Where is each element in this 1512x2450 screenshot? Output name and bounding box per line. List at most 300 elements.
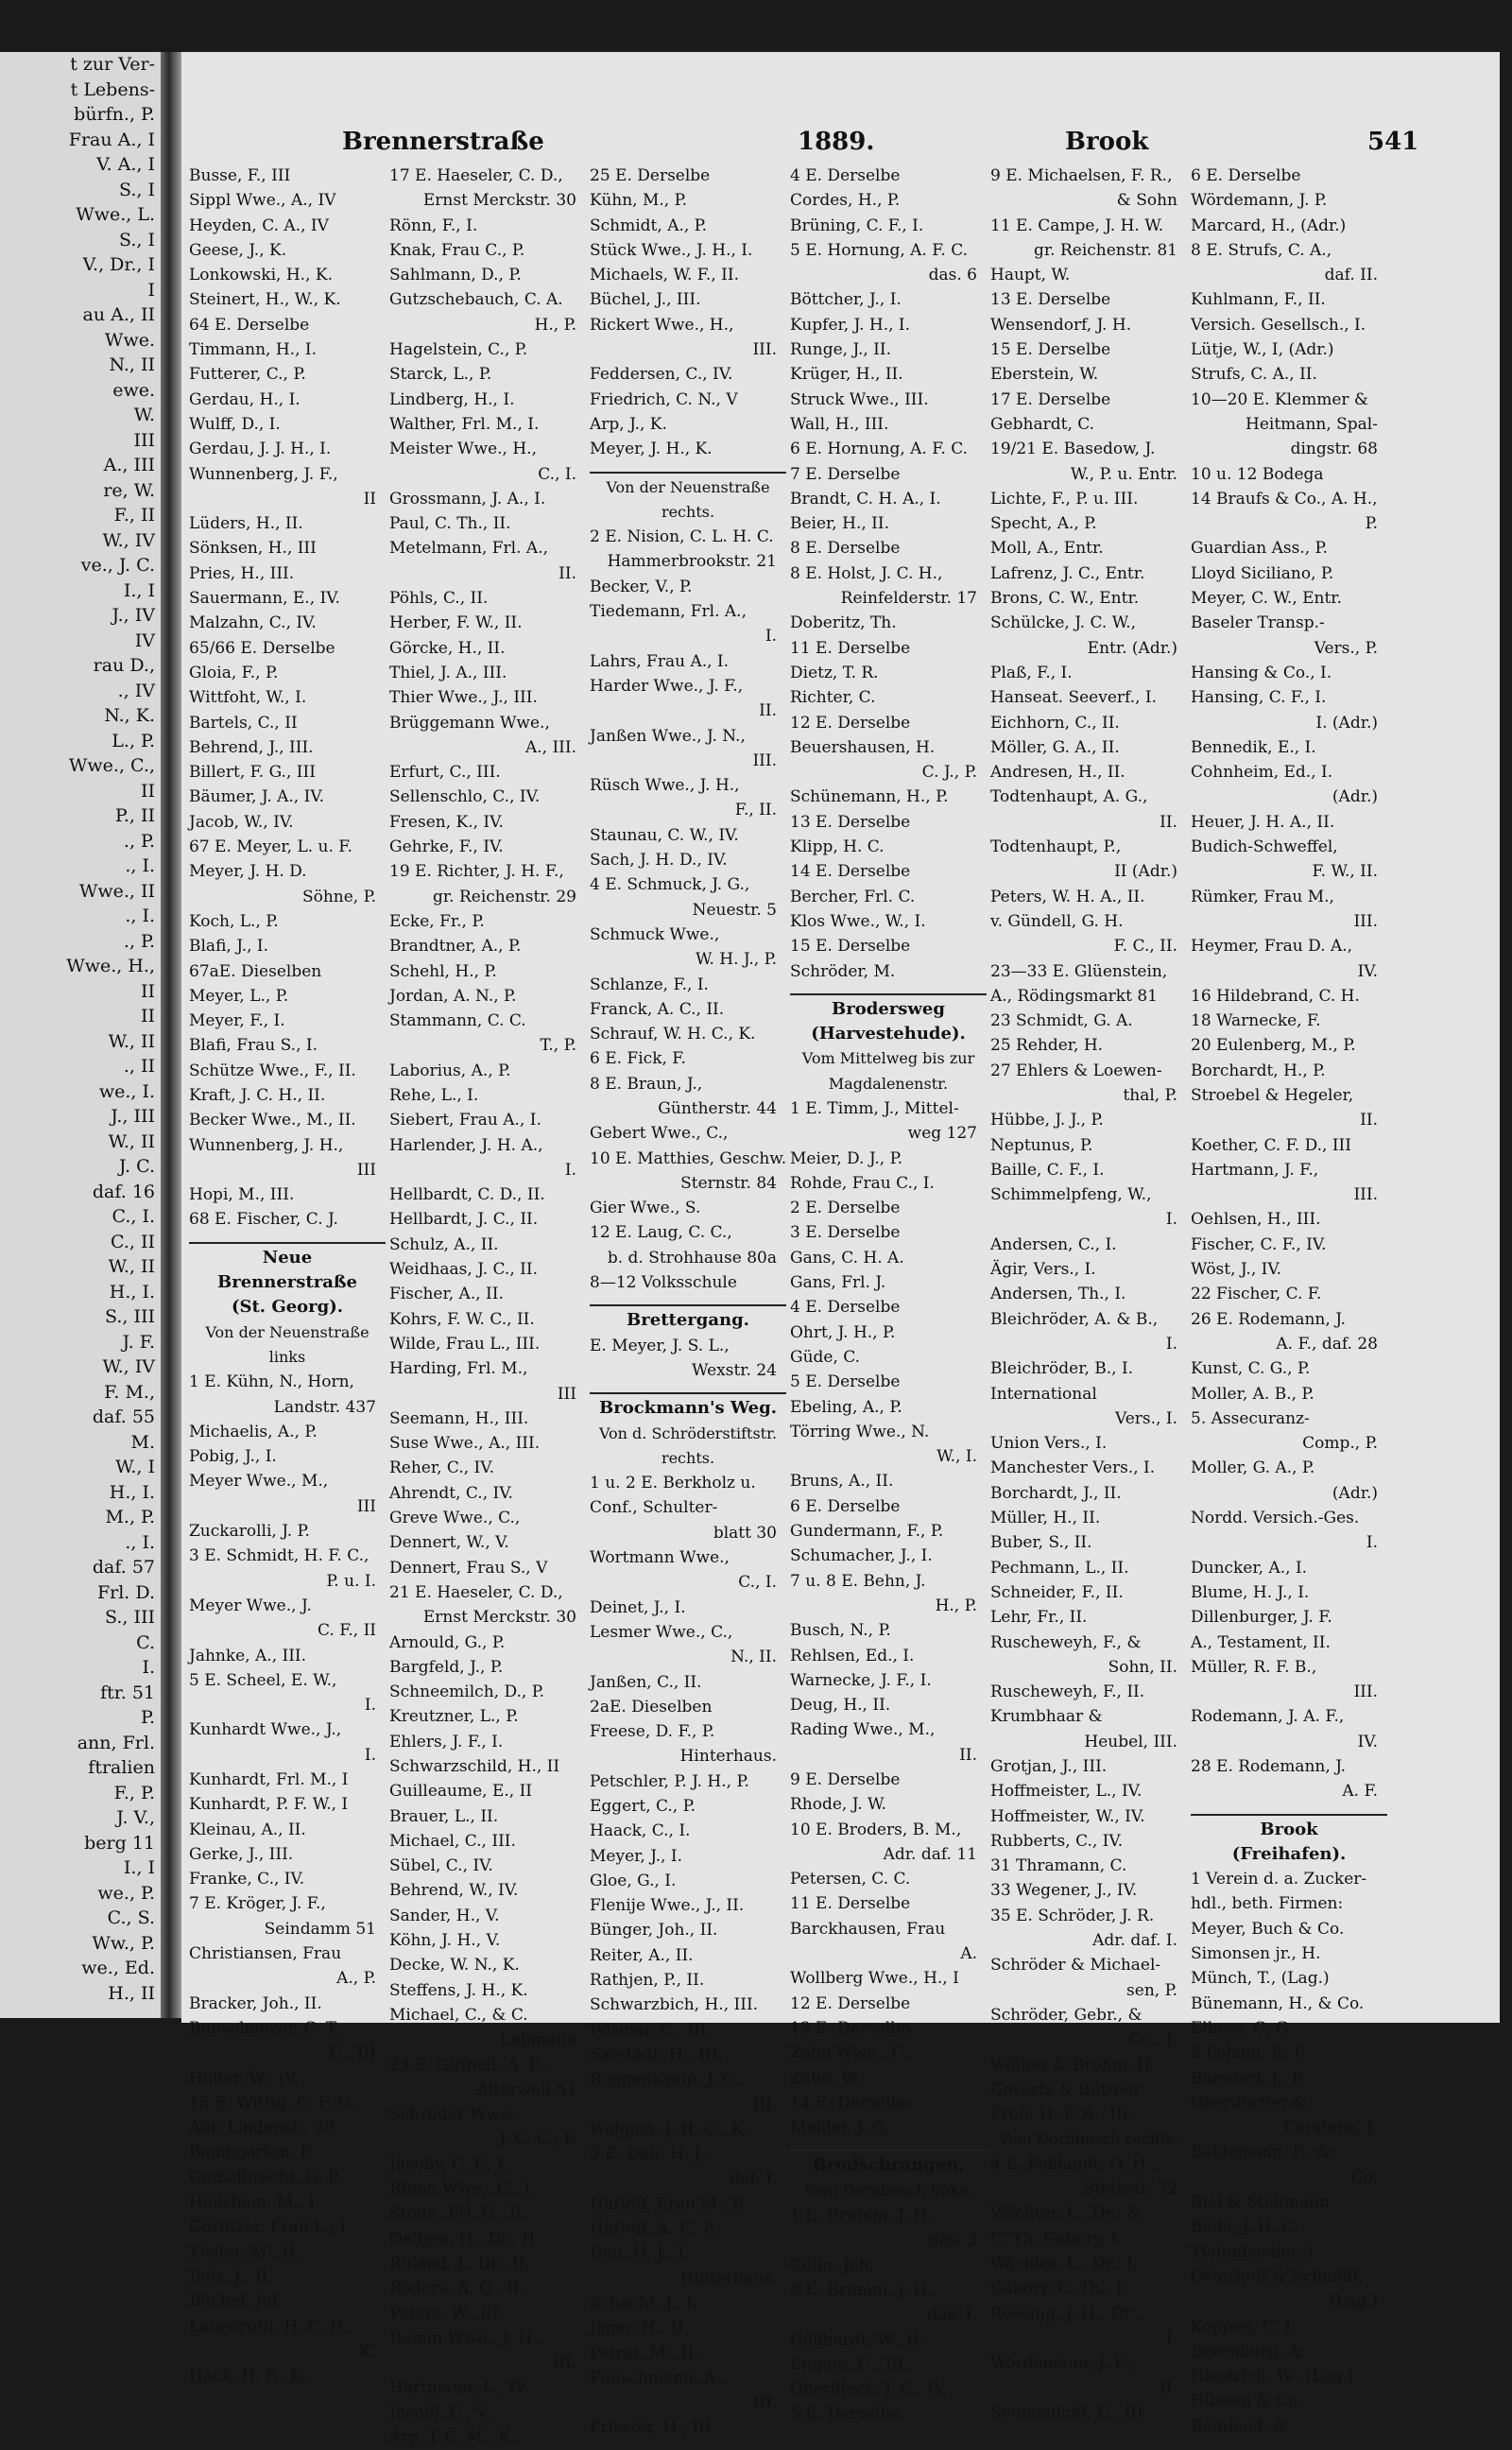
directory-entry: Meister Wwe., H.,: [389, 440, 537, 459]
directory-entry: Bruns, A., II.: [790, 1472, 894, 1492]
prev-page-line: V., Dr., I: [82, 254, 155, 275]
directory-entry: 11 E. Derselbe: [790, 638, 911, 658]
directory-entry: Union Vers., I.: [990, 1434, 1108, 1454]
directory-entry: Oberdörffer &: [1191, 2093, 1308, 2113]
directory-entry: Zuckarolli, J. P.: [189, 1522, 310, 1542]
directory-entry: daf. I.: [730, 2169, 777, 2189]
directory-entry: Schlanze, F., I.: [590, 975, 709, 994]
directory-entry: Manchester Vers., I.: [990, 1458, 1156, 1478]
prev-page-line: ftralien: [88, 1757, 155, 1778]
directory-entry: I.: [1165, 1334, 1177, 1354]
directory-entry: Meyer, C. W., Entr.: [1191, 589, 1342, 609]
directory-entry: P. u. I.: [326, 1571, 376, 1591]
directory-entry: 3 E. Schmidt, H. F. C.,: [189, 1546, 369, 1566]
prev-page-line: J. V.,: [116, 1807, 155, 1828]
directory-entry: 7 E. Kröger, J. F.,: [189, 1894, 326, 1914]
directory-entry: 12 E. Derselbe: [790, 1993, 911, 2013]
directory-entry: Steinert, H., W., K.: [189, 290, 341, 310]
prev-page-line: W., IV: [102, 529, 155, 551]
directory-entry: Meyer, F., I.: [189, 1011, 285, 1031]
directory-entry: I.: [364, 1696, 376, 1716]
directory-entry: Röders, A. G., II.: [389, 2279, 524, 2299]
directory-entry: II.: [959, 1745, 977, 1765]
directory-entry: 6 E. Fick, F.: [590, 1049, 686, 1069]
directory-entry: Jordan, A. N., P.: [389, 986, 517, 1006]
directory-entry: Futterer, C., P.: [189, 365, 306, 385]
directory-entry: Lesmer Wwe., C.,: [590, 1622, 733, 1642]
directory-entry: Meier, D. J., P.: [790, 1148, 902, 1168]
directory-entry: Berenburg, A.: [1191, 2341, 1306, 2361]
directory-entry: Friedrich, C. N., V: [590, 389, 738, 409]
directory-entry: Vers., I.: [1115, 1408, 1177, 1428]
prev-page-line: Ww., P.: [92, 1932, 155, 1954]
directory-entry: Harloff, Frau M., P.: [590, 2194, 746, 2214]
directory-entry: Blafi, Frau S., I.: [189, 1036, 318, 1056]
page-header: [181, 128, 1500, 165]
directory-entry: Gabory, C. Th., I.: [990, 2279, 1127, 2299]
directory-entry: Guardian Ass., P.: [1191, 539, 1328, 559]
prev-page-line: J., IV: [112, 605, 155, 626]
directory-entry: Sellenschlo, C., IV.: [389, 787, 541, 807]
prev-page-line: rau D.,: [93, 655, 155, 676]
directory-entry: Bargfeld, J., P.: [389, 1657, 504, 1677]
directory-entry: Plaß, F., I.: [990, 663, 1073, 682]
directory-entry: Hinterhaus.: [679, 2269, 777, 2288]
directory-entry: C. Th. Gabory, I.: [990, 2229, 1123, 2249]
directory-entry: Arp, J. C. M., K.: [389, 2428, 516, 2448]
directory-entry: Gutzschebauch, C. A.: [389, 290, 563, 310]
directory-entry: Törring Wwe., N.: [790, 1422, 930, 1441]
directory-entry: C., III: [330, 2044, 376, 2063]
directory-entry: dingstr. 68: [1290, 440, 1378, 459]
directory-entry: W. H. J., P.: [695, 950, 777, 970]
directory-entry: Meyer, J. H. D.: [189, 862, 307, 882]
directory-entry: Struck Wwe., III.: [790, 389, 929, 409]
directory-entry: Lauenroth, H. C. D.,: [189, 2317, 353, 2337]
prev-page-line: F., P.: [113, 1782, 155, 1803]
directory-entry: 12 E. Laug, C. C.,: [590, 1223, 732, 1243]
directory-entry: Helfer, W., IV.: [189, 2068, 299, 2088]
directory-entry: Freese, D. F., P.: [590, 1722, 715, 1742]
prev-page-line: re, W.: [103, 479, 155, 501]
directory-entry: F., II.: [734, 801, 777, 820]
directory-entry: Güde, C.: [790, 1347, 861, 1367]
directory-entry: III.: [1353, 1682, 1378, 1702]
directory-entry: III.: [552, 2354, 576, 2373]
directory-entry: Ägir, Vers., I.: [990, 1260, 1096, 1280]
directory-entry: Brauer, L., II.: [389, 1806, 499, 1826]
directory-entry: I.: [1165, 1210, 1177, 1230]
directory-entry: Kreutzner, L., P.: [389, 1707, 519, 1727]
directory-entry: Tiefenbacher, J.: [1191, 2242, 1317, 2262]
directory-entry: Gehrke, F., IV.: [389, 837, 504, 857]
directory-entry: Schütze Wwe., F., II.: [189, 1061, 356, 1080]
directory-entry: Schneider, F., II.: [990, 1582, 1124, 1602]
directory-entry: Görlitzer, Frau L., I.: [189, 2217, 352, 2237]
directory-entry: Schneemilch, D., P.: [389, 1682, 545, 1702]
directory-entry: Wöst, J., IV.: [1191, 1260, 1282, 1280]
directory-column-1: [189, 164, 386, 2389]
directory-entry: Kunhardt Wwe., J.,: [189, 1720, 342, 1740]
directory-entry: P.: [1365, 514, 1378, 534]
directory-entry: III.: [752, 751, 777, 770]
prev-page-line: t Lebens-: [70, 78, 155, 100]
directory-entry: Adr. daf. 11: [883, 1844, 977, 1864]
directory-entry: 10 u. 12 Bodega: [1191, 464, 1324, 484]
directory-entry: Busse, F., III: [189, 166, 291, 185]
section-divider: [790, 2140, 987, 2151]
directory-entry: Wexstr. 24: [692, 1360, 777, 1380]
directory-entry: III.: [1353, 911, 1378, 931]
directory-entry: Schröder & Michael-: [990, 1956, 1161, 1976]
directory-entry: Andersen, C., I.: [990, 1234, 1117, 1254]
directory-column-3: [590, 164, 786, 2441]
directory-entry: Klos Wwe., W., I.: [790, 911, 926, 931]
directory-entry: Bleichröder, A. & B.,: [990, 1309, 1159, 1329]
prev-page-line: V. A., I: [96, 154, 155, 175]
prev-page-line: daf. 16: [92, 1181, 155, 1202]
directory-entry: Budich-Schweffel,: [1191, 837, 1338, 857]
header-left-title: Brennerstraße: [342, 128, 544, 156]
directory-entry: weg 127: [907, 1124, 977, 1144]
prev-page-line: S., I: [119, 179, 155, 200]
directory-entry: Brandt, C. H. A., I.: [790, 489, 941, 509]
directory-entry: Schwarzbich, H., III.: [590, 1995, 759, 2015]
directory-entry: Janßen, C., II.: [590, 1672, 702, 1692]
directory-entry: 5 E. Scheel, E. W.,: [189, 1670, 337, 1690]
directory-entry: Dietz, T. R.: [790, 663, 879, 682]
prev-page-line: bürfn., P.: [74, 104, 155, 125]
section-divider: [590, 462, 786, 474]
directory-entry: Hagelstein, C., P.: [389, 340, 528, 360]
directory-entry: Lichte, F., P. u. III.: [990, 489, 1139, 509]
street-direction-note: links: [268, 1347, 306, 1366]
street-direction-note: Vom Dornbusch links.: [804, 2181, 972, 2200]
directory-entry: Kunst, C. G., P.: [1191, 1359, 1311, 1379]
directory-entry: III.: [752, 2095, 777, 2114]
directory-entry: Osterhoff & Schmidt,: [1191, 2267, 1365, 2286]
directory-entry: Schehl, H., P.: [389, 961, 497, 981]
directory-entry: 10—20 E. Klemmer &: [1191, 389, 1369, 409]
prev-page-line: we., P.: [97, 1882, 155, 1904]
directory-entry: A., Rödingsmarkt 81: [990, 986, 1158, 1006]
prev-page-line: ., IV: [117, 680, 155, 701]
directory-column-6: [1191, 164, 1387, 2439]
directory-entry: A., Testament, II.: [1191, 1632, 1331, 1652]
directory-entry: Lloyd Siciliano, P.: [1191, 563, 1334, 583]
directory-entry: Harloff, A. F., P.: [590, 2219, 715, 2239]
prev-page-line: I., I: [123, 579, 155, 601]
directory-entry: Rehe, L., I.: [389, 1085, 479, 1105]
directory-entry: Schwarzschild, H., II: [389, 1757, 560, 1776]
directory-entry: N., II.: [730, 1648, 777, 1667]
directory-entry: Ruscheweyh, F., &: [990, 1632, 1142, 1652]
directory-entry: K.: [358, 2341, 376, 2361]
directory-entry: 5 E. Derselbe: [790, 2405, 901, 2424]
directory-entry: Dillenburger, J. F.: [1191, 1608, 1332, 1628]
directory-entry: 10 E. Broders, B. M.,: [790, 1820, 962, 1839]
directory-entry: Demin Wwe., J. H.,: [389, 2328, 542, 2348]
directory-entry: 4 E. Derselbe: [790, 1298, 901, 1318]
directory-entry: III: [356, 1160, 376, 1180]
directory-entry: Michaels, W. F., II.: [590, 266, 739, 285]
directory-entry: Janßen Wwe., J. N.,: [590, 726, 746, 746]
directory-entry: Lehmann: [500, 2030, 576, 2050]
directory-entry: 22 Fischer, C. F.: [1191, 1285, 1322, 1304]
directory-entry: Mehler, J. G.: [790, 2118, 890, 2138]
prev-page-line: C., I.: [112, 1206, 155, 1227]
directory-entry: 17 E. Haeseler, C. D.,: [389, 166, 563, 185]
directory-entry: Peters, W., III.: [389, 2303, 505, 2323]
directory-entry: Bennedik, E., I.: [1191, 737, 1316, 757]
directory-entry: Wulff, D., I.: [189, 414, 281, 434]
prev-page-line: W., IV: [102, 1356, 155, 1377]
prev-page-line: H., I.: [109, 1281, 155, 1303]
directory-entry: A., P.: [336, 1969, 376, 1989]
street-direction-note: rechts.: [661, 1448, 715, 1467]
directory-entry: Bracker, Joh., II.: [189, 1993, 322, 2013]
section-divider: [1191, 1804, 1387, 1816]
directory-entry: 33 Wegener, J., IV.: [990, 1881, 1138, 1901]
directory-entry: Gier Wwe., S.: [590, 1199, 701, 1218]
directory-entry: Greve Wwe., C.,: [389, 1509, 521, 1528]
prev-page-line: N., K.: [104, 705, 155, 726]
directory-entry: Hüssen & Co.: [1191, 2391, 1303, 2411]
directory-entry: b. d. Strohhause 80a: [607, 1248, 777, 1268]
directory-entry: das. 3: [928, 2231, 977, 2251]
directory-entry: Specht, A., P.: [990, 514, 1097, 534]
prev-page-line: ., II: [123, 1056, 155, 1077]
directory-entry: 3 E. Brumm, J. H.,: [790, 2280, 937, 2300]
directory-entry: Rodemann, J. A. F.,: [1191, 1707, 1345, 1727]
directory-entry: Bleichröder, B., I.: [990, 1359, 1134, 1379]
directory-entry: Feddersen, C., IV.: [590, 365, 733, 385]
directory-entry: II.: [759, 701, 777, 721]
prev-page-line: P., II: [114, 805, 155, 826]
directory-entry: Jacoby, C. F., I.: [389, 2154, 509, 2174]
directory-entry: Vers., P.: [1314, 638, 1378, 658]
directory-entry: Gollhardt, W., II.: [790, 2330, 924, 2350]
directory-entry: II.: [1160, 2378, 1177, 2398]
prev-page-line: H., II: [108, 1982, 155, 2004]
directory-entry: Ruscheweyh, F., II.: [990, 1682, 1145, 1702]
prev-page-line: W., I: [115, 1457, 155, 1477]
directory-entry: Dennert, W., V.: [389, 1533, 509, 1553]
directory-entry: Fischer, C. F., IV.: [1191, 1234, 1327, 1254]
directory-entry: Wilde, Frau L., III.: [389, 1334, 541, 1354]
prev-page-line: W., II: [108, 1130, 155, 1152]
directory-entry: Moller, A. B., P.: [1191, 1384, 1314, 1404]
directory-column-2: [389, 164, 586, 2450]
directory-entry: Thier Wwe., J., III.: [389, 688, 538, 708]
directory-entry: Meyer Wwe., M.,: [189, 1472, 329, 1492]
directory-entry: Müller, H., II.: [990, 1509, 1101, 1528]
directory-entry: Hartmann, L., IV.: [389, 2378, 529, 2398]
directory-entry: II.: [1160, 812, 1177, 832]
directory-entry: F. C., II.: [1113, 937, 1177, 957]
directory-entry: 65/66 E. Derselbe: [189, 638, 335, 658]
directory-entry: Malzahn, C., IV.: [189, 613, 317, 633]
directory-entry: Kleinau, A., II.: [189, 1820, 306, 1839]
prev-page-line: daf. 57: [92, 1557, 155, 1578]
directory-entry: Sönksen, H., III: [189, 539, 317, 559]
directory-entry: II: [363, 489, 376, 509]
directory-entry: Schröder Wwe.,: [389, 2105, 520, 2125]
directory-entry: Rümker, Frau M.,: [1191, 887, 1334, 906]
directory-entry: 68 E. Fischer, C. J.: [189, 1210, 338, 1230]
directory-entry: 2 E. Derselbe: [790, 1199, 901, 1218]
directory-entry: Görcke, H., II.: [389, 638, 506, 658]
directory-entry: Laborius, A., P.: [389, 1061, 511, 1080]
prev-page-line: M., P.: [105, 1507, 155, 1527]
prev-page-line: Wwe., L.: [76, 204, 155, 225]
directory-entry: 10 E. Matthies, Geschw.: [590, 1148, 787, 1168]
directory-entry: Versich. Gesellsch., I.: [1191, 315, 1366, 335]
directory-entry: Warnecke, J. F., I.: [790, 1670, 932, 1690]
prev-page-line: A., III: [103, 455, 155, 475]
prev-page-line: ve., J. C.: [80, 555, 155, 576]
directory-entry: 1 E. Timm, J., Mittel-: [790, 1098, 959, 1118]
directory-entry: Doberitz, Th.: [790, 613, 897, 633]
directory-entry: Rohde, Frau C., I.: [790, 1173, 935, 1193]
directory-entry: Haack, C., I.: [590, 1821, 691, 1841]
directory-entry: Rubberts, C., IV.: [990, 1831, 1124, 1851]
directory-entry: I.: [1165, 2328, 1177, 2348]
directory-entry: Wensendorf, J. H.: [990, 315, 1132, 335]
directory-entry: Eggert, C., P.: [590, 1797, 696, 1816]
directory-entry: 5 E. Hornung, A. F. C.: [790, 240, 969, 260]
directory-entry: Gans, Frl. J.: [790, 1273, 886, 1293]
directory-entry: Froh, H. F. A., III.: [990, 2105, 1134, 2125]
directory-entry: Walther, Frl. M., I.: [389, 414, 540, 434]
prev-page-line: M.: [130, 1431, 155, 1453]
directory-entry: Krüger, H., II.: [790, 365, 903, 385]
directory-entry: Müller, R. F. B.,: [1191, 1657, 1317, 1677]
directory-entry: E. Meyer, J. S. L.,: [590, 1336, 730, 1355]
directory-entry: Guilleaume, E., II: [389, 1782, 533, 1802]
directory-entry: Rathjen, P., II.: [590, 1971, 705, 1991]
prev-page-line: ann, Frl.: [77, 1732, 155, 1753]
directory-entry: Cohnheim, Ed., I.: [1191, 763, 1333, 783]
directory-entry: 13 E. Derselbe: [990, 290, 1111, 310]
directory-entry: Reinfelderstr. 17: [840, 589, 977, 609]
directory-entry: F. W., II.: [1312, 862, 1378, 882]
directory-entry: Ehlers, J. F., I.: [389, 1732, 504, 1751]
directory-entry: Dau, H. J., I.: [590, 2244, 689, 2264]
street-heading: Brodersweg: [832, 998, 945, 1019]
directory-entry: Stammann, C. C.: [389, 1011, 526, 1031]
street-heading: Brettergang.: [627, 1310, 749, 1331]
directory-entry: Fresen, K., IV.: [389, 812, 504, 832]
directory-entry: Reinhold, A.: [1191, 2416, 1291, 2436]
directory-entry: Bünger, Joh., II.: [590, 1921, 718, 1941]
directory-entry: 1 u. 2 E. Berkholz u.: [590, 1474, 756, 1493]
directory-entry: Engers, C., III.: [790, 2355, 910, 2374]
directory-entry: T., P.: [540, 1036, 576, 1056]
directory-entry: I.: [564, 1160, 576, 1180]
directory-entry: 1 Verein d. a. Zucker-: [1191, 1870, 1367, 1889]
street-direction-note: rechts.: [661, 502, 715, 521]
directory-entry: blatt 30: [713, 1523, 777, 1543]
street-direction-note: Von der Neuenstraße: [606, 477, 770, 496]
directory-entry: Petschler, P. J. H., P.: [590, 1771, 749, 1791]
directory-entry: Stück Wwe., J. H., I.: [590, 240, 753, 260]
prev-page-line: ftr. 51: [100, 1682, 155, 1703]
directory-entry: Sahlmann, D., P.: [389, 266, 522, 285]
prev-page-line: Wwe., II: [78, 880, 155, 902]
directory-entry: 8 E. Strufs, C. A.,: [1191, 240, 1332, 260]
directory-entry: Rhode, J. W.: [790, 1795, 886, 1815]
directory-entry: Heuer, J. H. A., II.: [1191, 812, 1335, 832]
directory-entry: Heubel, III.: [1084, 1732, 1177, 1751]
directory-entry: Starck, L., P.: [389, 365, 492, 385]
directory-entry: Steffens, J. H., K.: [389, 1980, 528, 2000]
directory-entry: 7 E. Derselbe: [790, 464, 901, 484]
book-gutter: [161, 52, 181, 2018]
directory-entry: Elbers, C. G.: [1191, 2018, 1294, 2038]
directory-entry: Hinterhaus.: [679, 1747, 777, 1767]
directory-entry: Behrend, W., IV.: [389, 1881, 519, 1901]
directory-entry: Franke, C., IV.: [189, 1870, 305, 1889]
directory-entry: Thiel, J. A., III.: [389, 663, 507, 682]
directory-entry: 13 E. Derselbe: [790, 2018, 911, 2038]
street-direction-note: Vom Dornbusch rechts.: [999, 2130, 1178, 2148]
directory-entry: Haupt, W.: [990, 266, 1071, 285]
directory-entry: Hansing, C. F., I.: [1191, 688, 1327, 708]
directory-entry: Ohrt, J. H., P.: [790, 1322, 896, 1342]
directory-entry: Barsdorf, J., P.: [1191, 2068, 1305, 2088]
prev-page-line: ., I.: [125, 855, 155, 876]
directory-entry: Heyden, C. A., IV: [189, 216, 329, 235]
directory-entry: Gundermann, F., P.: [790, 1522, 944, 1542]
prev-page-line: Wwe., H.,: [66, 956, 155, 976]
directory-entry: Kuhlmann, F., II.: [1191, 290, 1326, 310]
directory-entry: Zahn Wwe., C.: [790, 2044, 909, 2063]
directory-entry: Erfurt, C., III.: [389, 763, 501, 783]
directory-entry: 25 E. Derselbe: [590, 166, 711, 185]
directory-entry: 27 Ehlers & Loewen-: [990, 1061, 1162, 1080]
directory-entry: Schimmelpfeng, W.,: [990, 1185, 1152, 1205]
street-heading: Neue: [262, 1247, 313, 1268]
directory-entry: Petrat, M., II.: [590, 2343, 699, 2363]
directory-entry: Wächter, L., Dr., I.: [990, 2253, 1139, 2273]
directory-entry: Stolte, Frl. C., II.: [389, 2204, 527, 2224]
directory-entry: 64 E. Derselbe: [189, 315, 310, 335]
directory-entry: 2 E. Nision, C. L. H. C.: [590, 527, 774, 547]
directory-entry: Franck, A. C., II.: [590, 999, 725, 1019]
directory-entry: Billert, F. G., III: [189, 763, 316, 783]
prev-page-line: F., II: [113, 505, 155, 526]
directory-entry: 8—12 Volksschule: [590, 1273, 737, 1293]
prev-page-line: S., I: [119, 229, 155, 250]
directory-entry: Harder Wwe., J. F.,: [590, 676, 744, 696]
prev-page-line: F. M.,: [104, 1381, 155, 1403]
street-direction-note: Vom Mittelweg bis zur: [801, 1049, 975, 1068]
directory-entry: 15 E. Derselbe: [790, 937, 911, 957]
directory-entry: Schacht, J., I.: [590, 2293, 698, 2313]
prev-page-line: t zur Ver-: [70, 54, 155, 75]
directory-entry: 67 E. Meyer, L. u. F.: [189, 837, 352, 857]
directory-entry: Wunnenberg, J. H.,: [189, 1135, 344, 1155]
directory-entry: Alterwall 51: [476, 2079, 576, 2099]
directory-entry: A. F.: [1342, 1782, 1378, 1802]
prev-page-line: I.: [142, 1657, 155, 1678]
directory-entry: Biel & Stellmann: [1191, 2193, 1330, 2213]
directory-entry: Moller, G. A., P.: [1191, 1458, 1315, 1478]
directory-entry: 21 E. Haeseler, C. D.,: [389, 1582, 563, 1602]
directory-entry: Hammerbrookstr. 21: [607, 552, 777, 572]
street-heading: Brennerstraße: [217, 1272, 357, 1293]
